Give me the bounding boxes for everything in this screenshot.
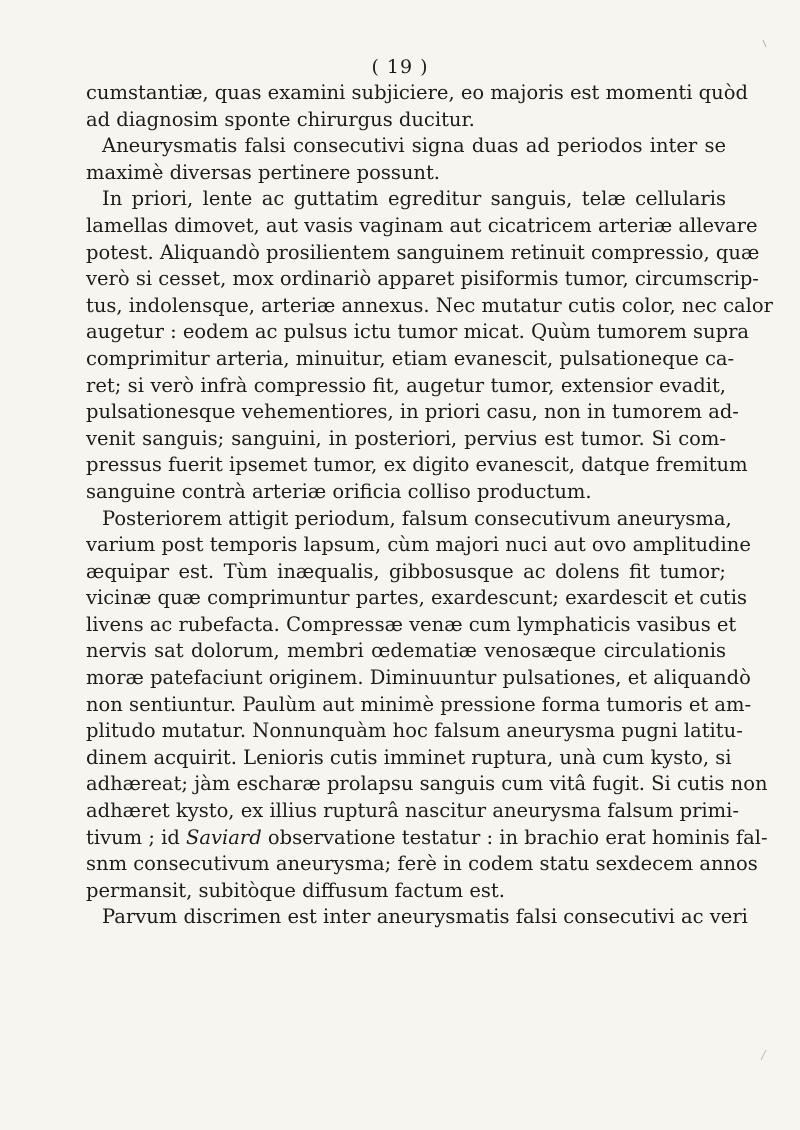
text-line: adhæret kysto, ex illius rupturâ nascitur aneurysma falsum primi- <box>86 799 739 823</box>
page-number: ( 19 ) <box>371 56 429 78</box>
text-line <box>86 825 768 852</box>
text-line: pulsationesque vehementiores, in priori casu, non in tumorem ad- <box>86 400 739 424</box>
text-line: venit sanguis; sanguini, in posteriori, pervius est tumor. Si com- <box>86 426 726 450</box>
text-line: comprimitur arteria, minuitur, etiam evanescit, pulsationeque ca- <box>86 346 735 370</box>
text-line: permansit, subitòque diffusum factum est. <box>86 878 505 902</box>
author-name: Saviard <box>186 825 262 849</box>
text-line: moræ patefaciunt originem. Diminuuntur pulsationes, et aliquandò <box>86 666 751 690</box>
text-line: maximè diversas pertinere possunt. <box>86 160 440 184</box>
text-line: vicinæ quæ comprimuntur partes, exardescunt; exardescit et cutis <box>86 586 747 610</box>
stray-mark <box>761 1050 766 1060</box>
text-line: adhæreat; jàm escharæ prolapsu sanguis cum vitâ fugit. Si cutis non <box>86 772 768 796</box>
text-run: observatione testatur : in brachio erat hominis fal- <box>261 825 768 849</box>
text-line: pressus fuerit ipsemet tumor, ex digito evanescit, datque fremitum <box>86 453 748 477</box>
stray-mark <box>763 40 766 47</box>
text-line: plitudo mutatur. Nonnunquàm hoc falsum aneurysma pugni latitu- <box>86 719 743 743</box>
text-line: livens ac rubefacta. Compressæ venæ cum lymphaticis vasibus et <box>86 612 737 636</box>
text-line: nervis sat dolorum, membri œdematiæ venosæque circulationis <box>86 639 726 663</box>
text-line: augetur : eodem ac pulsus ictu tumor micat. Quùm tumorem supra <box>86 320 750 344</box>
text-line: dinem acquirit. Lenioris cutis imminet ruptura, unà cum kysto, si <box>86 745 732 769</box>
text-line: Parvum discrimen est inter aneurysmatis falsi consecutivi ac veri <box>102 905 748 929</box>
text-line: tus, indolensque, arteriæ annexus. Nec mutatur cutis color, nec calor <box>86 293 773 317</box>
text-line: cumstantiæ, quas examini subjiciere, eo majoris est momenti quòd <box>86 81 748 104</box>
text-run: tivum ; id <box>86 825 187 849</box>
text-line: snm consecutivum aneurysma; ferè in codem statu sexdecem annos <box>86 852 758 876</box>
text-line: æquipar est. Tùm inæqualis, gibbosusque ac dolens fit tumor; <box>86 559 726 583</box>
text-line: verò si cesset, mox ordinariò apparet pisiformis tumor, circumscrip- <box>86 267 759 291</box>
text-line: non sentiuntur. Paulùm aut minimè pressione forma tumoris et am- <box>86 692 752 716</box>
text-line: Aneurysmatis falsi consecutivi signa duas ad periodos inter se <box>102 134 726 158</box>
text-line: potest. Aliquandò prosilientem sanguinem retinuit compressio, quæ <box>86 240 760 264</box>
text-line: sanguine contrà arteriæ orificia colliso productum. <box>86 479 592 503</box>
text-line: ret; si verò infrà compressio fit, augetur tumor, extensior evadit, <box>86 373 726 397</box>
text-line: In priori, lente ac guttatim egreditur sanguis, telæ cellularis <box>102 187 726 211</box>
text-line: Posteriorem attigit periodum, falsum consecutivum aneurysma, <box>102 506 732 530</box>
text-line: ad diagnosim sponte chirurgus ducitur. <box>86 107 475 131</box>
text-line: varium post temporis lapsum, cùm majori nuci aut ovo amplitudine <box>86 533 751 557</box>
body-text <box>86 80 773 931</box>
text-line: lamellas dimovet, aut vasis vaginam aut cicatricem arteriæ allevare <box>86 213 758 237</box>
